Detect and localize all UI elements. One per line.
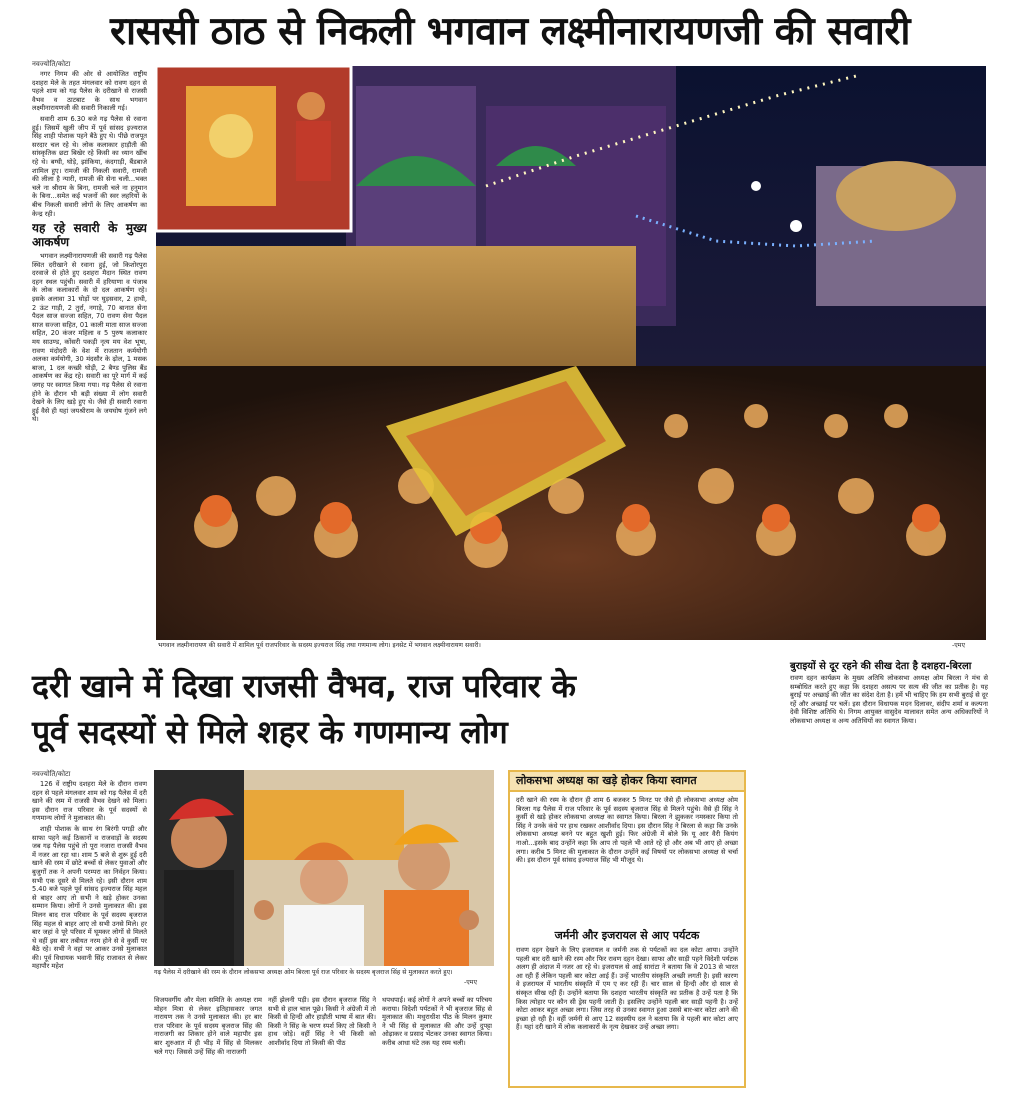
procession-photo-illustration: [156, 66, 986, 640]
story1-para-2: सवारी शाम 6.30 बजे गढ़ पैलेस से रवाना हुई। जिसमें खुली जीप में पूर्व सांसद इज्यराज सिंह शाही पोशाक पहने बैठे हुए थे। पीछे राजपूत सरदार चल रहे थे। लोक कलाकार हाड़ौती की सांस्कृतिक छटा बिखेर रहे किसी का ध्यान खींच रहे थे। बग्घी, घोड़े, झांकिया, कंदगाड़ी, बैंडबाजे शामिल हुए। रामजी की निकली सवारी, रामजी की लीला है न्यारी, रामजी की सेना चली...भक्त चले ना श्रीराम के बिना, रामजी चले ना हनुमान के बिना...समेत कई भजनों की स्वर लहरियों के बीच निकली सवारी लोगों के लिए आकर्षण का केन्द्र रही।: [32, 114, 147, 218]
story1-subhead: यह रहे सवारी के मुख्य आकर्षण: [32, 221, 147, 250]
story2-col4: थपथपाई। कई लोगों ने अपने बच्चों का परिचय कराया। विदेशी पर्यटकों ने भी बृजराज सिंह से मुलाकात की। मथुराधीश पीठ के मिलन कुमार ने भी सिंह से मुलाकात की और उन्हें दुपट्टा ओढ़ाकर व प्रसाद भेंटकर उनका स्वागत किया। करीब आधा घंटे तक यह रस्म चली।: [382, 996, 492, 1047]
darikhana-photo: [154, 770, 494, 966]
box-subhead: जर्मनी और इजरायल से आए पर्यटक: [554, 929, 700, 942]
story1-caption: भगवान लक्ष्मीनारायण की सवारी में शामिल पूर्व राजपरिवार के सदस्य इज्यराज सिंह तथा गणमान्य लोग। इनसेट में भगवान लक्ष्मीनारायण सवारी।: [158, 642, 481, 649]
story2-para-1: 126 वें राष्ट्रीय दशहरा मेले के दौरान रावण दहन से पहले मंगलवार शाम को गढ़ पैलेस में दरी खाने की रस्म में राजसी वैभव देखने को मिला। इस दौरान राज परिवार के पूर्व सदस्यों से गणमान्य लोगों ने मुलाकात की।: [32, 780, 147, 823]
story2-caption: गढ़ पैलेस में दरीखाने की रस्म के दौरान लोकसभा अध्यक्ष ओम बिरला पूर्व राज परिवार के सदस्य बृजराज सिंह से मुलाकात करते हुए।: [154, 969, 453, 976]
box-title: लोकसभा अध्यक्ष का खड़े होकर किया स्वागत: [510, 772, 744, 792]
story2-credit: नवज्योति/कोटा: [32, 770, 71, 778]
second-headline-line2: पूर्व सदस्यों से मिले शहर के गणमान्य लोग: [32, 713, 508, 751]
story2-col2: विजयवर्गीय और मेला समिति के अध्यक्ष राम मोहन मित्रा से लेकर इतिहासकार जगत नारायण तक ने उनसे मुलाकात की। हर बार राज परिवार के पूर्व सदस्य बृजराज सिंह की नाराजगी का शिकार होने वाले महापौर इस बार शुरुआत में ही भीड़ में सिंह से मिलकर चले गए। जिससे उन्हें सिंह की नाराजगी: [154, 996, 262, 1056]
box-text-2: रावण दहन देखने के लिए इजरायल व जर्मनी तक से पर्यटकों का दल कोटा आया। उन्होंने पहली बार दरी खाने की रस्म और फिर रावण दहन देखा। साफा और साड़ी पहने विदेशी पर्यटक अलग ही अंदाज में नजर आ रहे थे। इजरायल से आई सारांटा ने बताया कि वे 2013 से भारत आ रही हैं लेकिन पहली बार कोटा आई हैं। उन्हें भारतीय संस्कृति अच्छी लगती है। इसी कारण वे इजरायल में भारतीय संस्कृति में एम ए कर रही हैं। चार साल से हिन्दी और दो साल से संस्कृत सीख रही हैं। उन्होंने बताया कि दशहरा भारतीय संस्कृति का प्रतीक है उन्हें पता है कि किस त्योहार पर कौन सी ड्रेस पहनी जाती है। इसलिए उन्होंने पहली बार साड़ी पहनी है। उन्हें कोटा आकर बहुत अच्छा लगा। जिस तरह से उनका स्वागत हुआ उससे बार-बार कोटा आने की इच्छा हो रही है। वहीं जर्मनी से आए 12 सदस्यीय दल ने बताया कि वे पहली बार कोटा आए हैं। यहां दरी खाने में लोक कलाकारों के नृत्य देखकर उन्हें अच्छा लगा।: [516, 946, 738, 1032]
story2-photo-credit: -एमए: [464, 979, 478, 986]
story2-col3: नहीं झेलनी पड़ी। इस दौरान बृजराज सिंह ने सभी से हाल चाल पूछे। किसी ने अंग्रेजी में तो किसी से हिन्दी और हाड़ौती भाषा में बात की। किसी ने सिंह के चरण स्पर्श किए तो किसी ने हाथ जोड़े। वहीं सिंह ने भी किसी को आशीर्वाद दिया तो किसी की पीठ: [268, 996, 376, 1047]
story2-para-2: शाही पोशाक के साथ रंग बिरंगी पगड़ी और साफा पहने कई ठिकानों व राजवाड़ों के सदस्य जब गढ़ पैलेस पहुंचे तो पूरा नजारा राजसी वैभव में नजर आ रहा था। शाम 5 बजे से शुरू हुई दरी खाने की रस्म में छोटे बच्चों से लेकर युवाओं और बुजुर्गों तक ने अपनी परम्परा का निर्वहन किया। सभी एक दूसरे से मिलते रहे। इसी दौरान शाम 5.40 बजे पहले पूर्व सांसद इज्यराज सिंह महल से बाहर आए तो सभी ने खड़े होकर उनका सम्मान किया। लोगों ने उनसे मुलाकात की। इस मिलन बाद राज परिवार के पूर्व सदस्य बृजराज सिंह महल से बाहर आए तो सभी उनसे मिले। हर बार जहां वे पूरे परिसर में घूमकर लोगों से मिलते थे वहीं इस बार तबीयत नरम होने से वे कुर्सी पर बैठे रहे। सभी ने वहां पर आकर उनसे मुलाकात की। पूर्व विधायक भवानी सिंह राजावत से लेकर महापौर महेश: [32, 824, 147, 971]
side-story-text: रावण दहन कार्यक्रम के मुख्य अतिथि लोकसभा अध्यक्ष ओम बिरला ने मंच से सम्बोधित करते हुए कहा कि दशहरा असत्य पर सत्य की जीत का प्रतीक है। यह बुराई पर अच्छाई की जीत का संदेश देता है। हमें भी चाहिए कि हम सभी बुराई से दूर रहें और अच्छाई पर चलें। इस दौरान विधायक मदन दिलावर, संदीप शर्मा व कल्पना देवी विशिष्ट अतिथि थे। निगम आयुक्त वासुदेव मालावत समेत अन्य अधिकारियों ने लोकसभा अध्यक्ष व अन्य अतिथियों का स्वागत किया।: [790, 674, 988, 725]
story1-para-3: भगवान लक्ष्मीनारायणजी की सवारी गढ़ पैलेस स्थित दरीखाने से रवाना हुई, जो किशोरपुरा दरवाजे से होते हुए दशहरा मैदान स्थित रावण दहन स्थल पहुंची। सवारी में हरियाणा व पंजाब के लोक कलाकारों के दो दल आकर्षण रहे। इसके अलावा 31 घोड़ों पर घुड़सवार, 2 हाथी, 2 ऊंट गाड़ी, 2 तुर्रा, नगाड़े, 70 बानात सेना पैदल साज सज्जा सहित, 70 रावण सेना पैदल साज सज्जा सहित, 01 काली माता साज सज्जा सहित, 20 कंजर महिला व 5 पुरुष कलाकार मय साउण्ड, कोंसरी पकड़ी नृत्य मय वेश भूषा, रावण मंदोदरी के वेश में राजतान कर्मयोगी अलका कर्मयोगी, 30 मंदसौर के ढ़ोल, 1 मसक बाजा, 1 दल कच्छी घोड़ी, 2 बैण्ड पुलिस बैंड आकर्षण का केंद्र रहे। सवारी का पूरे मार्ग में कई जगह पर स्वागत किया गया। गढ़ पैलेस से रवाना होने के दौरान भी बड़ी संख्या में लोग सवारी देखने के लिए खड़े हुए थे। जैसे ही सवारी रवाना हुई वैसे ही यहां जयश्रीराम के जयघोष गूंजने लगे थे।: [32, 252, 147, 424]
story1-photo-credit: -एमए: [952, 642, 966, 649]
sidebar-box: [508, 770, 746, 1088]
story1-para-1: नगर निगम की ओर से आयोजित राष्ट्रीय दशहरा मेले के तहत मंगलवार को रावण दहन से पहले शाम को गढ़ पैलेस के दरीखाने से राजसी वैभव व ठाटबाट के साथ भगवान लक्ष्मीनारायणजी की सवारी निकाली गई।: [32, 70, 147, 113]
side-story-title: बुराइयों से दूर रहने की सीख देता है दशहरा-बिरला: [790, 661, 972, 672]
second-headline-line1: दरी खाने में दिखा राजसी वैभव, राज परिवार के: [32, 667, 576, 705]
top-headline: राससी ठाठ से निकली भगवान लक्ष्मीनारायणजी की सवारी: [110, 8, 910, 54]
story2-column: [32, 780, 147, 1086]
story1-credit: नवज्योति/कोटा: [32, 60, 71, 68]
procession-photo: [156, 66, 986, 640]
story1-column: [32, 70, 147, 648]
darikhana-photo-illustration: [154, 770, 494, 966]
box-text-1: दरी खाने की रस्म के दौरान ही शाम 6 बजकर 5 मिनट पर जैसे ही लोकसभा अध्यक्ष ओम बिरला गढ़ पैलेस में राज परिवार के पूर्व सदस्य बृजराज सिंह से मिलने पहुंचे। वैसे ही सिंह ने कुर्सी से खड़े होकर लोकसभा अध्यक्ष का स्वागत किया। बिरला ने झुककर नमस्कार किया तो सिंह ने उनके कंधे पर हाथ रखकर आशीर्वाद दिया। इस दौरान सिंह ने बिरला से कहा कि उनके लोकसभा अध्यक्ष बनने पर बहुत खुशी हुई। फिर अंग्रेजी में बोले कि यू आर वैरी कियंग नाओ...इसके बाद उन्होंने कहा कि आप तो पहले भी आते रहे हो और अब भी आए हो अच्छा लगा। करीब 5 मिनट की मुलाकात के दौरान उन्होंने कई विषयों पर लोकसभा अध्यक्ष से चर्चा की। इस दौरान पूर्व सांसद इज्यराज सिंह भी मौजूद थे।: [516, 796, 738, 865]
